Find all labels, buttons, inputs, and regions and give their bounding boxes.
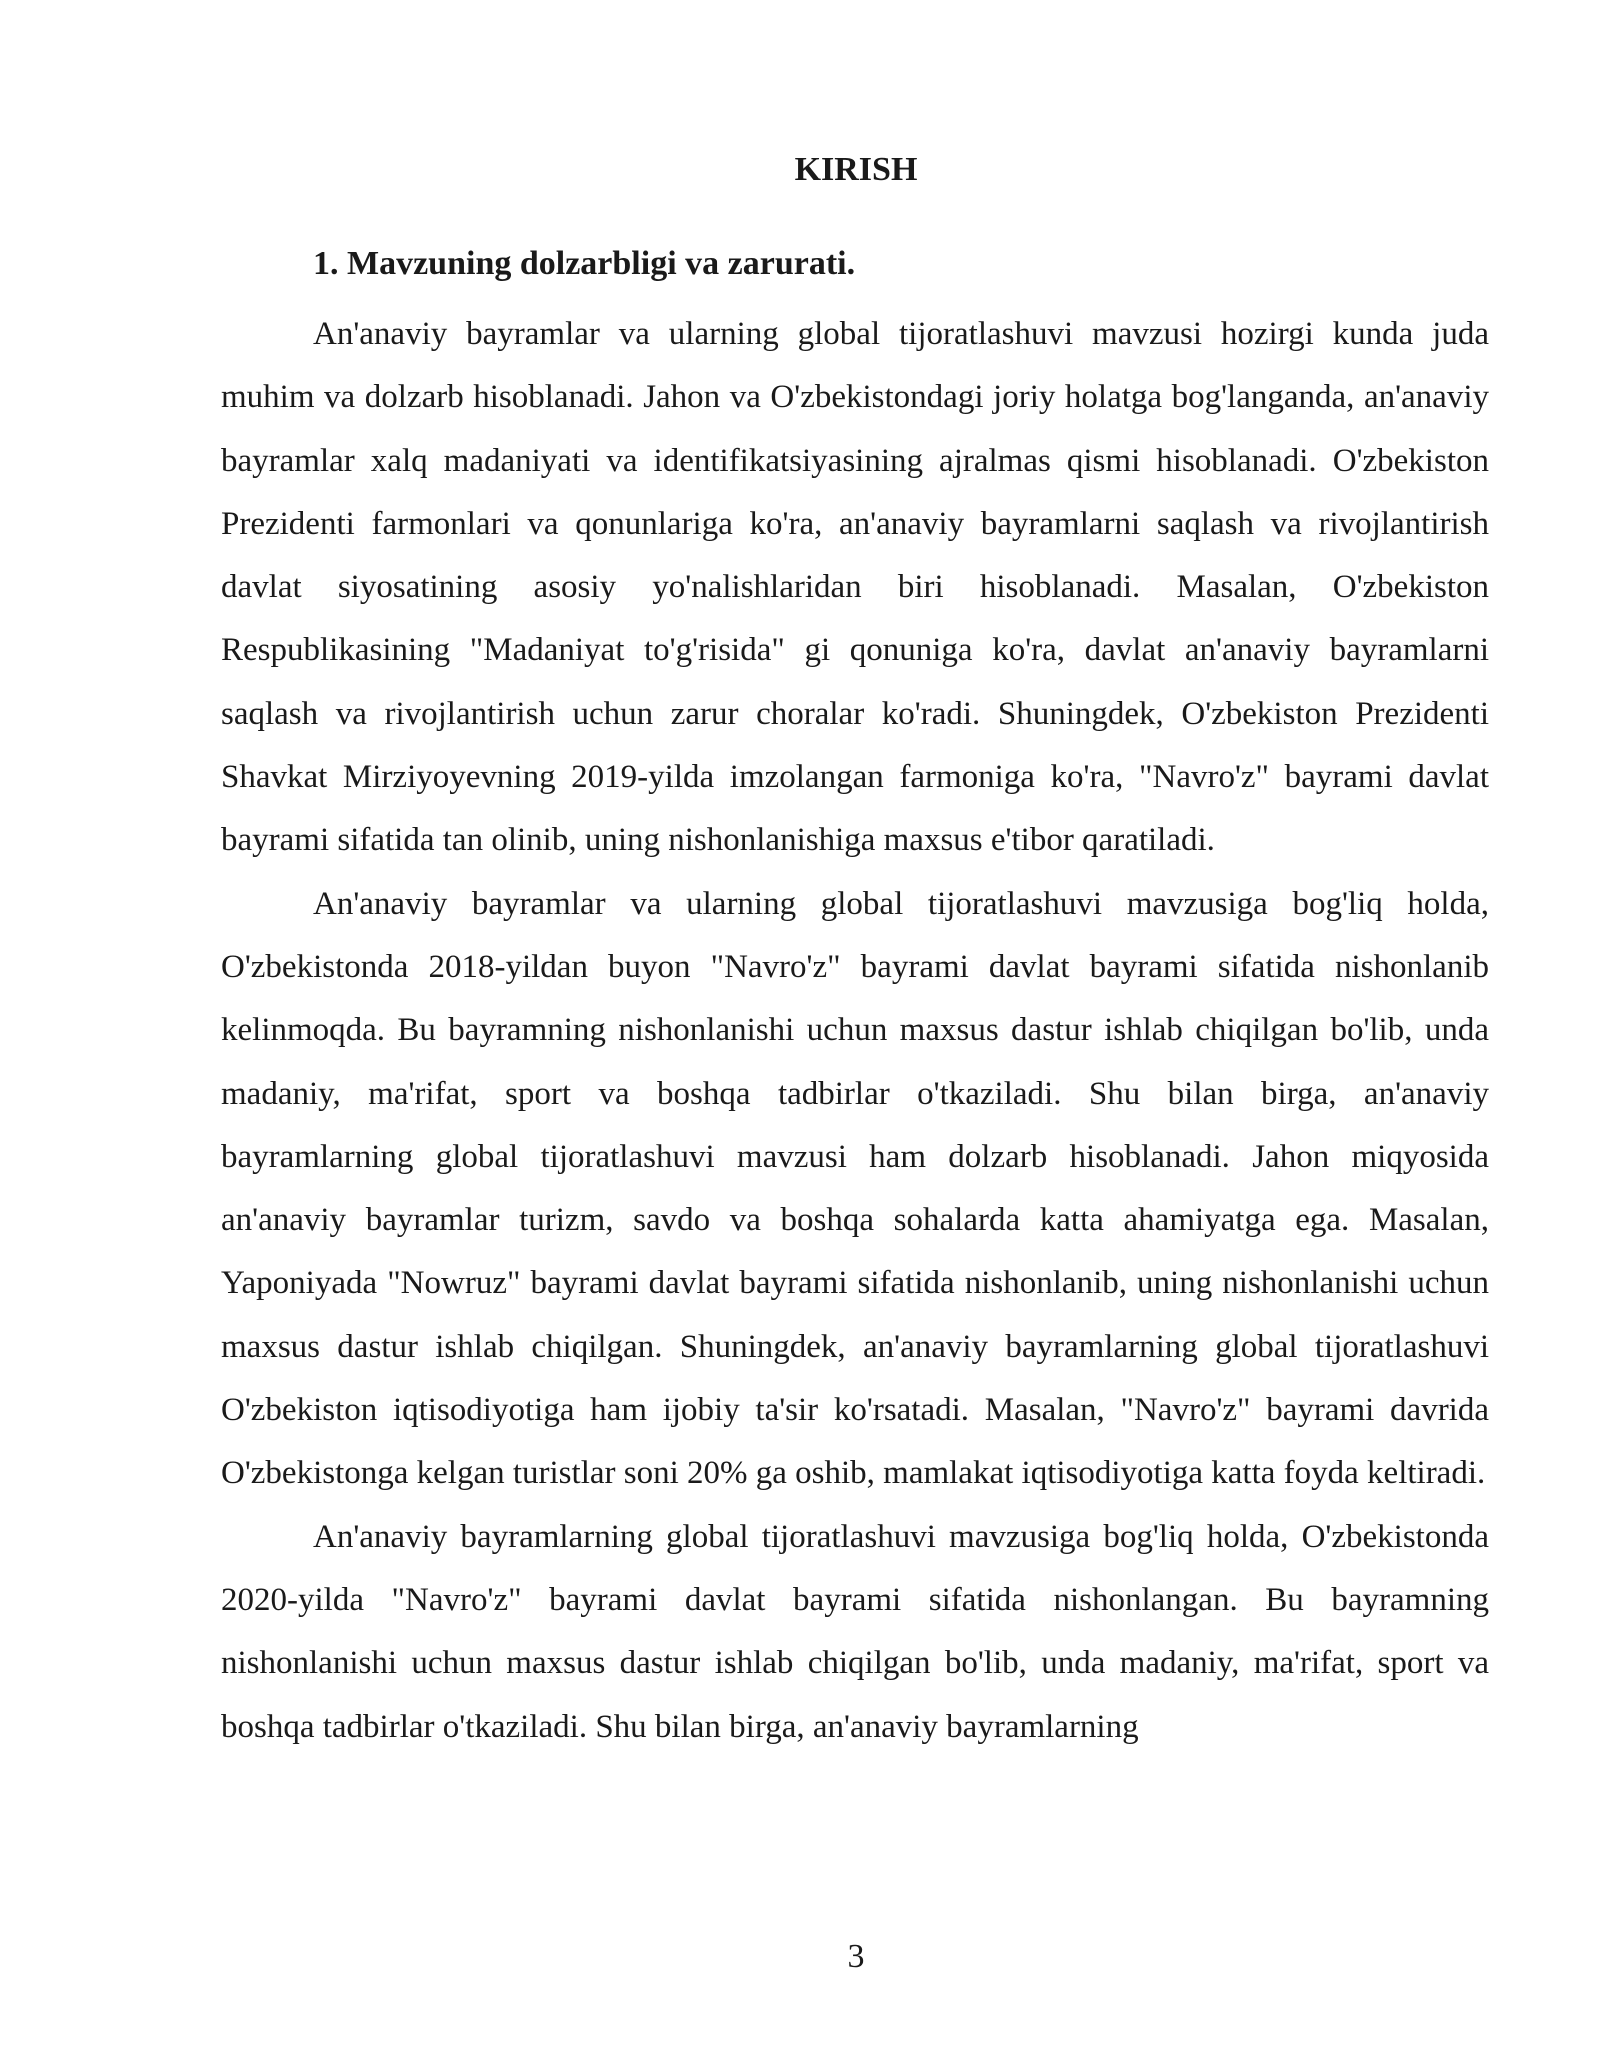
page-title: KIRISH bbox=[794, 151, 918, 188]
body-text bbox=[221, 303, 1489, 1759]
paragraph-1: An'anaviy bayramlar va ularning global tijoratlashuvi mavzusi hozirgi kunda juda muhim va dolzarb hisoblanadi. Jahon va O'zbekistondagi joriy holatga bog'langanda, an'anaviy bayramlar xalq madaniyati va identifikatsiyasining ajralmas qismi hisoblanadi. O'zbekiston Prezidenti farmonlari va qonunlariga ko'ra, an'anaviy bayramlarni saqlash va rivojlantirish davlat siyosatining asosiy yo'nalishlaridan biri hisoblanadi. Masalan, O'zbekiston Respublikasining "Madaniyat to'g'risida" gi qonuniga ko'ra, davlat an'anaviy bayramlarni saqlash va rivojlantirish uchun zarur choralar ko'radi. Shuningdek, O'zbekiston Prezidenti Shavkat Mirziyoyevning 2019-yilda imzolangan farmoniga ko'ra, "Navro'z" bayrami davlat bayrami sifatida tan olinib, uning nishonlanishiga maxsus e'tibor qaratiladi. bbox=[221, 316, 1489, 859]
paragraph-3: An'anaviy bayramlarning global tijoratlashuvi mavzusiga bog'liq holda, O'zbekistonda 2020-yilda "Navro'z" bayrami davlat bayrami sifatida nishonlangan. Bu bayramning nishonlanishi uchun maxsus dastur ishlab chiqilgan bo'lib, unda madaniy, ma'rifat, sport va boshqa tadbirlar o'tkaziladi. Shu bilan birga, an'anaviy bayramlarning bbox=[221, 1518, 1489, 1745]
paragraph-2: An'anaviy bayramlar va ularning global tijoratlashuvi mavzusiga bog'liq holda, O'zbekistonda 2018-yildan buyon "Navro'z" bayrami davlat bayrami sifatida nishonlanib kelinmoqda. Bu bayramning nishonlanishi uchun maxsus dastur ishlab chiqilgan bo'lib, unda madaniy, ma'rifat, sport va boshqa tadbirlar o'tkaziladi. Shu bilan birga, an'anaviy bayramlarning global tijoratlashuvi mavzusi ham dolzarb hisoblanadi. Jahon miqyosida an'anaviy bayramlar turizm, savdo va boshqa sohalarda katta ahamiyatga ega. Masalan, Yaponiyada "Nowruz" bayrami davlat bayrami sifatida nishonlanib, uning nishonlanishi uchun maxsus dastur ishlab chiqilgan. Shuningdek, an'anaviy bayramlarning global tijoratlashuvi O'zbekiston iqtisodiyotiga ham ijobiy ta'sir ko'rsatadi. Masalan, "Navro'z" bayrami davrida O'zbekistonga kelgan turistlar soni 20% ga oshib, mamlakat iqtisodiyotiga katta foyda keltiradi. bbox=[221, 885, 1489, 1492]
section-heading: 1. Mavzuning dolzarbligi va zarurati. bbox=[313, 245, 856, 282]
page-number: 3 bbox=[847, 1938, 865, 1975]
